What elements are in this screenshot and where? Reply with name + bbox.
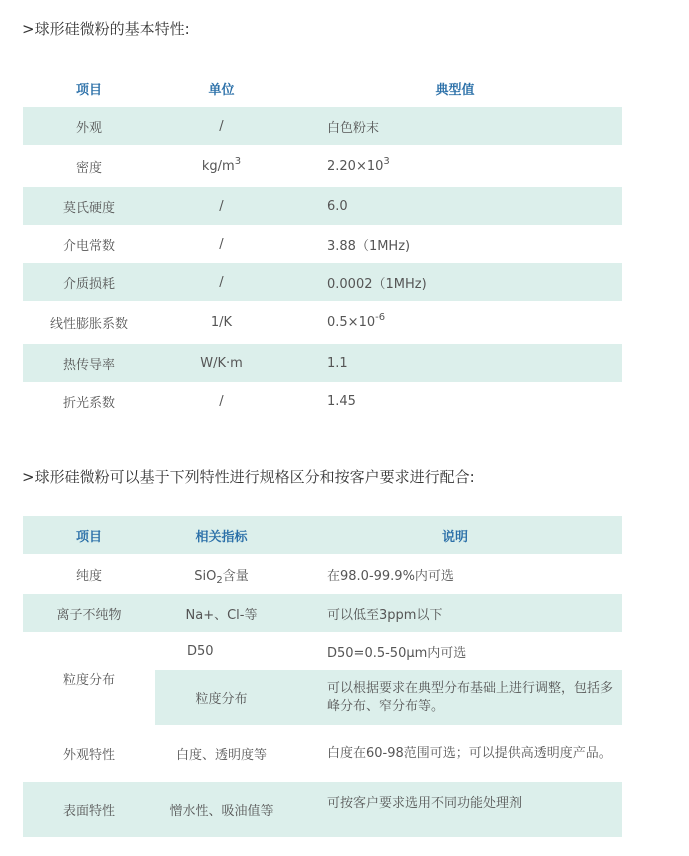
table-row bbox=[23, 301, 622, 344]
section-heading-specification: >球形硅微粉可以基于下列特性进行规格区分和按客户要求进行配合: bbox=[22, 468, 475, 486]
row-description: 在98.0-99.9%内可选 bbox=[327, 568, 454, 584]
row-index: 白度、透明度等 bbox=[175, 748, 267, 763]
table-header-row bbox=[23, 516, 622, 554]
row-value: 6.0 bbox=[327, 198, 348, 214]
row-item: 纯度 bbox=[75, 568, 102, 584]
row-item: 线性膨胀系数 bbox=[49, 317, 128, 332]
row-item: 莫氏硬度 bbox=[62, 200, 115, 216]
header-index: 相关指标 bbox=[195, 529, 248, 545]
index-suffix: 含量 bbox=[222, 568, 249, 584]
row-item: 密度 bbox=[75, 160, 102, 176]
row-item: 热传导率 bbox=[62, 357, 115, 373]
row-description: 可以根据要求在典型分布基础上进行调整，包括多峰分布、窄分布等。 bbox=[327, 680, 614, 714]
row-unit: 1/K bbox=[210, 315, 233, 330]
value-base: 2.20×10 bbox=[327, 158, 384, 174]
row-description: 可按客户要求选用不同功能处理剂 bbox=[327, 796, 523, 811]
basic-properties-table bbox=[23, 70, 622, 420]
table-row bbox=[23, 725, 622, 782]
unit-exponent: 3 bbox=[234, 155, 242, 167]
header-typical-value: 典型值 bbox=[435, 83, 475, 98]
row-item: 外观 bbox=[75, 120, 102, 136]
row-description: 可以低至3ppm以下 bbox=[327, 607, 443, 623]
section-heading-basic-properties: >球形硅微粉的基本特性: bbox=[22, 20, 190, 38]
unit-base: kg/m bbox=[201, 158, 235, 174]
row-unit bbox=[155, 145, 288, 187]
header-unit: 单位 bbox=[208, 83, 235, 98]
table-row bbox=[23, 382, 622, 420]
row-index: Na+、Cl-等 bbox=[185, 607, 258, 623]
row-unit: W/K·m bbox=[200, 355, 243, 371]
value-exponent: 3 bbox=[383, 155, 390, 167]
table-row bbox=[23, 594, 622, 632]
value-base: 0.5×10 bbox=[327, 315, 376, 330]
row-unit: / bbox=[219, 198, 224, 214]
table-header-row bbox=[23, 70, 622, 107]
table-row bbox=[23, 554, 622, 594]
header-item: 项目 bbox=[75, 83, 102, 98]
row-item: 离子不纯物 bbox=[56, 607, 122, 623]
header-item: 项目 bbox=[75, 529, 102, 545]
table-row bbox=[23, 632, 622, 670]
row-index: 憎水性、吸油值等 bbox=[169, 804, 274, 819]
row-item: 介电常数 bbox=[62, 238, 115, 254]
row-value bbox=[288, 145, 622, 187]
table-row bbox=[23, 145, 622, 187]
header-description: 说明 bbox=[441, 529, 468, 545]
table-row bbox=[23, 187, 622, 225]
specification-table bbox=[23, 516, 622, 837]
row-unit: / bbox=[219, 118, 224, 134]
table-row bbox=[23, 782, 622, 837]
table-row bbox=[23, 107, 622, 145]
row-item: 表面特性 bbox=[62, 804, 115, 819]
table-row bbox=[23, 344, 622, 382]
row-value: 3.88（1MHz) bbox=[327, 238, 411, 254]
row-value: 0.0002（1MHz) bbox=[327, 276, 427, 292]
row-unit: / bbox=[219, 236, 224, 252]
value-exponent: -6 bbox=[375, 312, 386, 323]
row-description: 白度在60-98范围可选；可以提供高透明度产品。 bbox=[327, 745, 612, 761]
row-item: 介质损耗 bbox=[62, 276, 115, 292]
row-value: 白色粉末 bbox=[327, 120, 380, 136]
row-value: 1.45 bbox=[327, 393, 356, 409]
table-row bbox=[23, 225, 622, 263]
row-unit: / bbox=[219, 393, 224, 409]
row-index bbox=[155, 554, 288, 594]
row-index: D50 bbox=[155, 632, 288, 670]
row-unit: / bbox=[219, 274, 224, 290]
row-item: 粒度分布 bbox=[23, 632, 155, 725]
row-item: 折光系数 bbox=[62, 395, 115, 411]
index-base: SiO bbox=[194, 568, 217, 584]
row-description: D50=0.5-50μm内可选 bbox=[288, 632, 622, 670]
index-subscript: 2 bbox=[216, 574, 223, 586]
row-item: 外观特性 bbox=[62, 748, 115, 763]
table-row bbox=[23, 263, 622, 301]
row-value bbox=[288, 301, 622, 344]
row-index: 粒度分布 bbox=[195, 692, 248, 707]
row-value: 1.1 bbox=[327, 355, 348, 371]
